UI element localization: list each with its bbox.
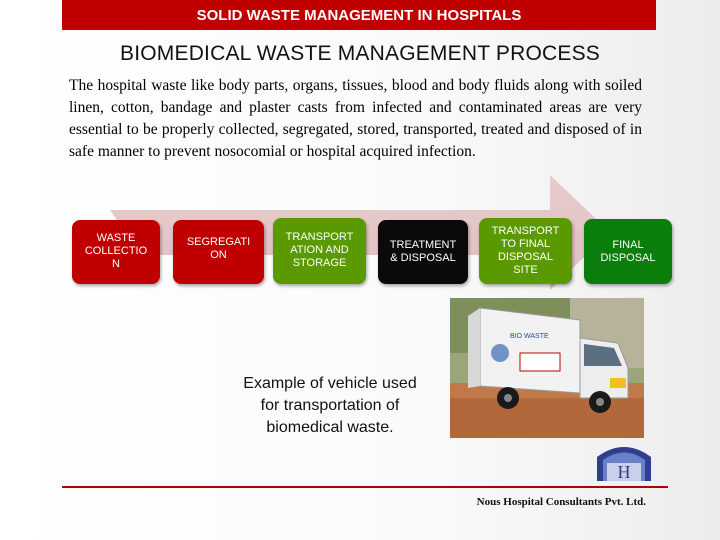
step-label-line: ON (210, 249, 227, 261)
step-label-line: COLLECTIO (84, 245, 148, 257)
process-step-treatment-disposal (378, 220, 468, 284)
step-label-line: TRANSPORT (491, 225, 560, 237)
vehicle-photo (450, 298, 644, 438)
caption-line: for transportation of (260, 397, 400, 414)
step-label-line: N (112, 258, 120, 270)
slide-title: BIOMEDICAL WASTE MANAGEMENT PROCESS (120, 42, 600, 65)
footer-divider (62, 486, 668, 488)
step-label-line: WASTE (96, 232, 136, 244)
step-label-line: TREATMENT (389, 239, 457, 251)
caption-line: biomedical waste. (266, 419, 394, 436)
step-label-line: ATION AND (290, 244, 349, 256)
step-label-line: DISPOSAL (497, 251, 553, 263)
process-step-segregation (173, 220, 264, 284)
process-step-transport-final-site (479, 218, 572, 284)
body-paragraph: The hospital waste like body parts, organs, tissues, blood and body fluids along with soiled linen, cotton, bandage and plaster casts from infected and contaminated areas are very essential to be properly collected, segregated, stored, transported, treated and disposed of in safe manner to prevent nosocomial or hospital acquired infection. (69, 77, 642, 160)
process-step-waste-collection (72, 220, 160, 284)
step-label-line: TO FINAL (500, 238, 551, 250)
header-bar (62, 0, 656, 30)
company-logo (595, 443, 653, 483)
step-label-line: FINAL (612, 238, 644, 251)
step-label-line: TRANSPORT (285, 231, 354, 243)
step-label-line: SITE (513, 264, 538, 276)
footer-company: Nous Hospital Consultants Pvt. Ltd. (476, 496, 646, 508)
header-title: SOLID WASTE MANAGEMENT IN HOSPITALS (196, 6, 522, 24)
photo-caption (210, 373, 450, 439)
process-step-transportation-storage (273, 218, 366, 284)
step-label-line: DISPOSAL (600, 251, 656, 264)
process-step-final-disposal (584, 219, 672, 284)
step-label-line: STORAGE (292, 257, 347, 269)
step-label-line: SEGREGATI (186, 236, 251, 248)
caption-line: Example of vehicle used (243, 375, 417, 392)
svg-text:BIO WASTE: BIO WASTE (510, 333, 549, 340)
step-label-line: & DISPOSAL (390, 252, 456, 264)
process-arrow (70, 170, 670, 295)
svg-text:H: H (617, 462, 631, 482)
